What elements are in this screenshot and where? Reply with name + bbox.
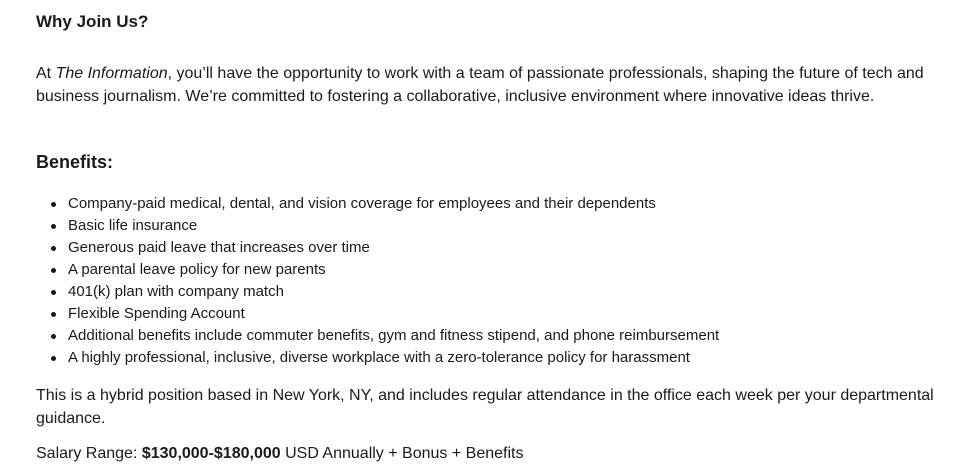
benefit-item: Basic life insurance <box>36 215 719 237</box>
benefit-item: Generous paid leave that increases over time <box>36 237 719 259</box>
intro-suffix: , you’ll have the opportunity to work with a team of passionate professionals, shaping the future of tech and business journalism. We’re committed to fostering a collaborative, inclusive environment where innovative ideas thrive. <box>36 65 924 105</box>
benefits-heading: Benefits: <box>36 152 114 172</box>
salary-suffix: USD Annually + Bonus + Benefits <box>280 445 524 462</box>
benefit-item: A highly professional, inclusive, diverse workplace with a zero-tolerance policy for harassment <box>36 347 719 369</box>
benefit-item: Additional benefits include commuter benefits, gym and fitness stipend, and phone reimbursement <box>36 325 719 347</box>
benefit-item: Company-paid medical, dental, and vision coverage for employees and their dependents <box>36 193 719 215</box>
benefits-list <box>36 193 719 369</box>
intro-paragraph <box>36 62 941 108</box>
intro-prefix: At <box>36 65 56 82</box>
benefit-item: 401(k) plan with company match <box>36 281 719 303</box>
publication-name: The Information <box>55 65 168 82</box>
hybrid-position-note: This is a hybrid position based in New York, NY, and includes regular attendance in the office each week per your departmental guidance. <box>36 387 934 427</box>
salary-range <box>36 442 523 465</box>
salary-label: Salary Range: <box>36 445 142 462</box>
benefit-item: A parental leave policy for new parents <box>36 259 719 281</box>
benefit-item: Flexible Spending Account <box>36 303 719 325</box>
why-join-heading: Why Join Us? <box>36 12 149 31</box>
salary-amount: $130,000-$180,000 <box>141 445 281 462</box>
